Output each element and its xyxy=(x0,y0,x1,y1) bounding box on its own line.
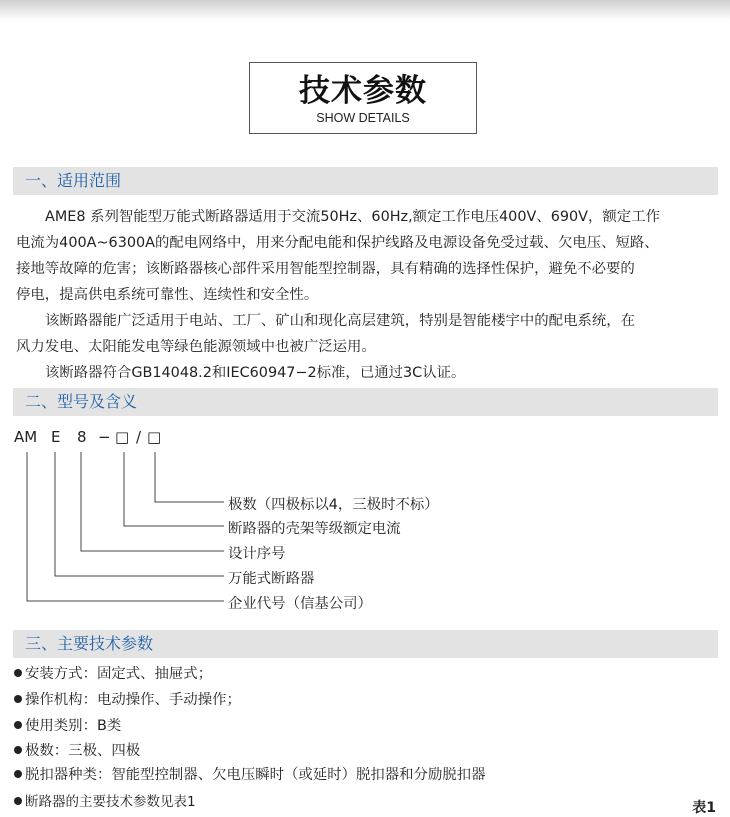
top-shadow xyxy=(0,0,730,20)
meaning-frame-current: 断路器的壳架等级额定电流 xyxy=(228,521,401,537)
list-item: 极数：三极、四极 xyxy=(14,739,140,760)
model-code-diagram xyxy=(0,420,730,620)
code-part-slash: / xyxy=(136,428,142,446)
table-reference: 表1 xyxy=(692,800,716,816)
code-part-8: 8 xyxy=(77,428,87,446)
leader-line-poles xyxy=(155,452,224,502)
meaning-company-code: 企业代号（信基公司） xyxy=(228,596,372,612)
code-part-current-box: □ xyxy=(115,428,130,446)
scope-line: 风力发电、太阳能发电等绿色能源领域中也被广泛运用。 xyxy=(16,339,376,355)
section-header-specs xyxy=(13,630,718,658)
meaning-breaker-type: 万能式断路器 xyxy=(228,571,315,587)
list-item: 使用类别：B类 xyxy=(14,714,121,735)
code-part-am: AM xyxy=(14,428,38,446)
section-header-model xyxy=(13,388,718,416)
list-item: 断路器的主要技术参数见表1 xyxy=(14,790,196,810)
title-box xyxy=(249,62,477,134)
code-part-dash: − xyxy=(98,428,111,446)
section-header-scope xyxy=(13,167,718,195)
scope-line: 该断路器符合GB14048.2和IEC60947−2标准，已通过3C认证。 xyxy=(45,365,466,381)
page-subtitle: SHOW DETAILS xyxy=(316,111,410,125)
section-heading: 一、适用范围 xyxy=(25,171,122,190)
list-item: 安装方式：固定式、抽屉式； xyxy=(14,662,212,683)
meaning-poles: 极数（四极标以4，三极时不标） xyxy=(228,497,439,513)
section-heading: 二、型号及含义 xyxy=(25,392,138,411)
bullet-icon xyxy=(14,721,22,729)
leader-line-current xyxy=(124,452,224,526)
scope-line: 电流为400A~6300A的配电网络中，用来分配电能和保护线路及电源设备免受过载、欠电压、短路、 xyxy=(16,235,659,251)
scope-line: 该断路器能广泛适用于电站、工厂、矿山和现化高层建筑，特别是智能楼宇中的配电系统，在 xyxy=(45,313,636,329)
code-part-poles-box: □ xyxy=(147,428,162,446)
page-title: 技术参数 xyxy=(299,73,427,109)
bullet-icon xyxy=(14,695,22,703)
bullet-icon xyxy=(14,797,22,805)
list-item: 脱扣器种类：智能型控制器、欠电压瞬时（或延时）脱扣器和分励脱扣器 xyxy=(14,763,486,784)
scope-line: 停电，提高供电系统可靠性、连续性和安全性。 xyxy=(16,287,319,303)
code-part-e: E xyxy=(51,428,61,446)
section-heading: 三、主要技术参数 xyxy=(25,634,154,653)
bullet-icon xyxy=(14,669,22,677)
bullet-icon xyxy=(14,770,22,778)
scope-line: 接地等故障的危害；该断路器核心部件采用智能型控制器，具有精确的选择性保护，避免不必要的 xyxy=(16,261,635,277)
list-item: 操作机构：电动操作、手动操作； xyxy=(14,688,241,709)
meaning-design-no: 设计序号 xyxy=(228,546,286,562)
scope-line: AME8 系列智能型万能式断路器适用于交流50Hz、60Hz,额定工作电压400V、690V，额定工作 xyxy=(45,209,660,225)
bullet-icon xyxy=(14,746,22,754)
leader-line-type xyxy=(55,452,224,576)
scope-paragraphs xyxy=(16,204,720,386)
